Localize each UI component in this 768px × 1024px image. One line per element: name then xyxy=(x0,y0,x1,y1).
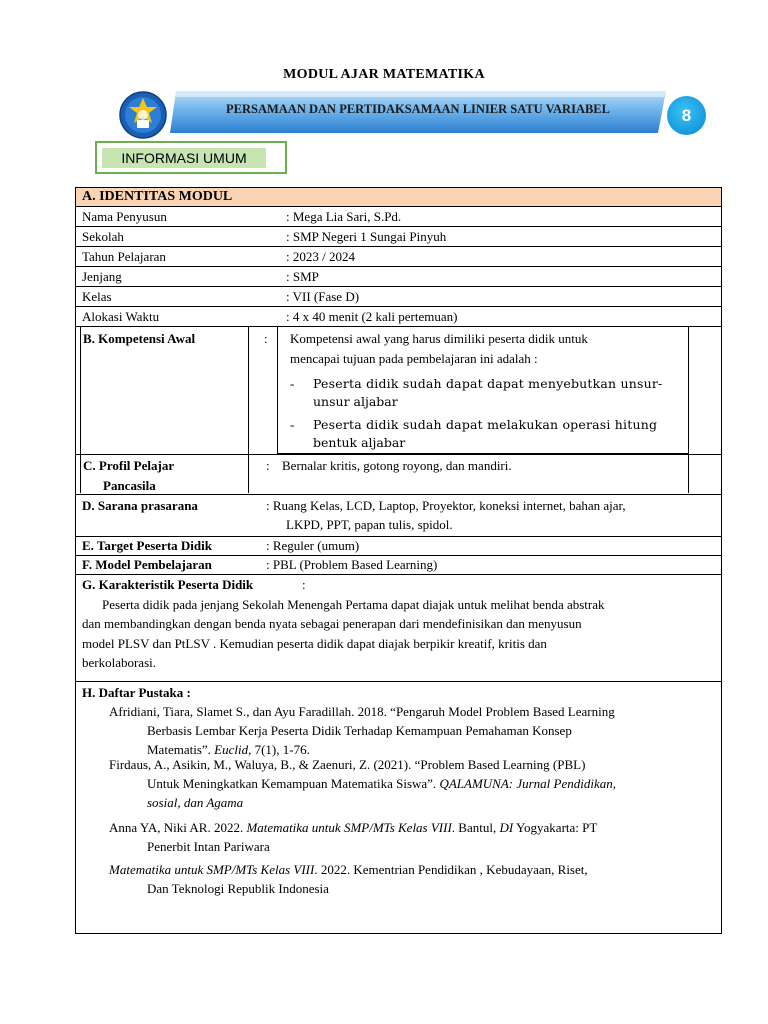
section-f-title: F. Model Pembelajaran xyxy=(82,557,212,572)
section-g-body: Peserta didik pada jenjang Sekolah Menengah Pertama dapat diajak untuk melihat benda abstrak xyxy=(102,597,605,612)
reference-item: Afridiani, Tiara, Slamet S., dan Ayu Faradillah. 2018. “Pengaruh Model Problem Based Learning Berbasis Lembar Kerja Peserta Didik Terhadap Kemampuan Pemahaman Konsep Matematis”. Euclid, 7(1), 1-76. xyxy=(109,704,615,757)
bullet-text: Peserta didik sudah dapat melakukan operasi hitung xyxy=(313,417,658,432)
row-value: : 2023 / 2024 xyxy=(286,249,355,264)
rule xyxy=(75,246,722,247)
rule xyxy=(75,574,722,575)
rule xyxy=(75,536,722,537)
section-c-title: C. Profil Pelajar xyxy=(83,458,175,473)
rule xyxy=(75,326,722,327)
section-a-title: A. IDENTITAS MODUL xyxy=(82,189,233,204)
reference-item: Anna YA, Niki AR. 2022. Matematika untuk SMP/MTs Kelas VIII. Bantul, DI Yogyakarta: PT Penerbit Intan Pariwara xyxy=(109,820,598,854)
reference-item: Firdaus, A., Asikin, M., Waluya, B., & Zaenuri, Z. (2021). “Problem Based Learning (PBL) Untuk Meningkatkan Kemampuan Matematika Siswa”. QALAMUNA: Jurnal Pendidikan, sosial, dan Agama xyxy=(109,757,616,810)
rule xyxy=(75,454,722,455)
row-label: Sekolah xyxy=(82,229,124,244)
topic-title: PERSAMAAN DAN PERTIDAKSAMAAN LINIER SATU VARIABEL xyxy=(226,102,610,116)
reference-item: Matematika untuk SMP/MTs Kelas VIII. 2022. Kementrian Pendidikan , Kebudayaan, Riset, Dan Teknologi Republik Indonesia xyxy=(109,862,588,896)
row-value: : VII (Fase D) xyxy=(286,289,360,304)
section-b-colon: : xyxy=(264,331,268,346)
rule xyxy=(75,494,722,495)
module-number-badge: 8 xyxy=(667,96,706,135)
section-e-title: E. Target Peserta Didik xyxy=(82,538,212,553)
rule xyxy=(80,327,81,493)
rule xyxy=(277,453,688,454)
bullet-mark: - xyxy=(290,376,295,391)
section-g-title: G. Karakteristik Peserta Didik xyxy=(82,577,254,592)
section-c-value: Bernalar kritis, gotong royong, dan mandiri. xyxy=(282,458,512,473)
bullet-text: Peserta didik sudah dapat dapat menyebutkan unsur- xyxy=(313,376,663,391)
document-title: MODUL AJAR MATEMATIKA xyxy=(283,67,485,82)
rule xyxy=(75,306,722,307)
section-c-title: Pancasila xyxy=(103,478,156,493)
section-g-body: dan membandingkan dengan benda nyata sebagai penerapan dari mendefinisikan dan menyusun model PLSV dan PtLSV . Kemudian peserta didik dapat diajak berpikir kreatif, kritis dan berkolaborasi. xyxy=(82,616,582,670)
rule xyxy=(75,266,722,267)
row-label: Nama Penyusun xyxy=(82,209,167,224)
section-h-title: H. Daftar Pustaka : xyxy=(82,685,191,700)
row-label: Tahun Pelajaran xyxy=(82,249,166,264)
row-label: Jenjang xyxy=(82,269,122,284)
rule xyxy=(75,555,722,556)
section-e-value: : Reguler (umum) xyxy=(266,538,360,553)
section-c-colon: : xyxy=(266,458,270,473)
tut-wuri-handayani-logo-icon xyxy=(116,90,170,140)
section-d-value: LKPD, PPT, papan tulis, spidol. xyxy=(286,517,453,532)
row-label: Alokasi Waktu xyxy=(82,309,160,324)
rule xyxy=(75,206,722,207)
row-label: Kelas xyxy=(82,289,112,304)
rule xyxy=(75,226,722,227)
bullet-mark: - xyxy=(290,417,295,432)
row-value: : 4 x 40 menit (2 kali pertemuan) xyxy=(286,309,458,324)
section-f-value: : PBL (Problem Based Learning) xyxy=(266,557,438,572)
section-g-colon: : xyxy=(302,577,306,592)
section-d-title: D. Sarana prasarana xyxy=(82,498,198,513)
section-b-intro: mencapai tujuan pada pembelajaran ini adalah : xyxy=(290,351,538,366)
rule xyxy=(75,681,722,682)
bullet-text: unsur aljabar xyxy=(313,394,398,409)
section-b-title: B. Kompetensi Awal xyxy=(83,331,196,346)
rule xyxy=(277,327,278,454)
section-d-value: : Ruang Kelas, LCD, Laptop, Proyektor, koneksi internet, bahan ajar, xyxy=(266,498,626,513)
row-value: : SMP xyxy=(286,269,319,284)
row-value: : SMP Negeri 1 Sungai Pinyuh xyxy=(286,229,447,244)
rule xyxy=(688,327,689,493)
rule xyxy=(248,327,249,493)
section-b-intro: Kompetensi awal yang harus dimiliki peserta didik untuk xyxy=(290,331,588,346)
rule xyxy=(75,286,722,287)
bullet-text: bentuk aljabar xyxy=(313,435,406,450)
row-value: : Mega Lia Sari, S.Pd. xyxy=(286,209,402,224)
info-umum-label: INFORMASI UMUM xyxy=(102,148,266,168)
